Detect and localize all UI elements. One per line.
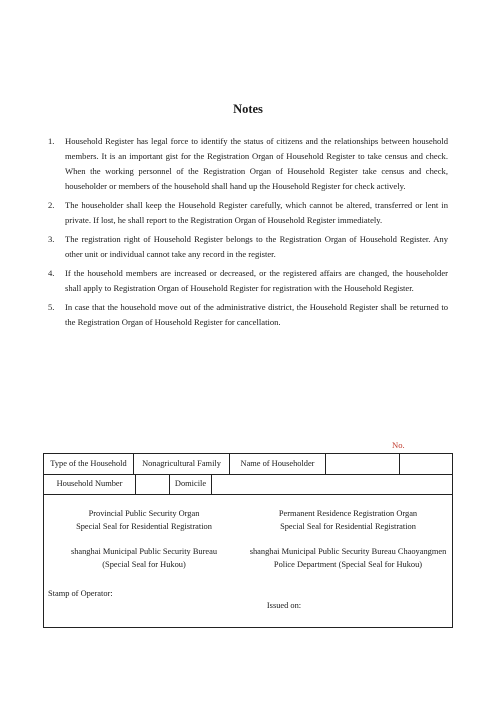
municipal-bureau-seal: [44, 546, 244, 571]
note-item: [48, 300, 448, 330]
residence-seal-line: Special Seal for Residential Registration: [280, 521, 416, 531]
household-number-label: Household Number: [44, 474, 136, 494]
household-type-label: Type of the Household: [44, 454, 134, 474]
household-type-value: Nonagricultural Family: [134, 454, 230, 474]
municipal-bureau-line: shanghai Municipal Public Security Bureau: [70, 547, 218, 556]
issued-on-label: Issued on:: [266, 601, 302, 610]
provincial-seal-line: Special Seal for Residential Registration: [76, 521, 212, 531]
page-title: Notes: [233, 102, 263, 116]
operator-stamp-label: Stamp of Operator:: [48, 589, 113, 598]
residence-organ-seal: [244, 508, 452, 533]
note-item: [48, 198, 448, 228]
form-blank-cell: [400, 454, 452, 474]
household-number-value: [136, 474, 170, 494]
note-text: Household Register has legal force to identify the status of citizens and the relationships between household members. It is an important gist for the Registration Organ of Household Register to take census and check. When the working personnel of the Registration Organ of Household Register take census and check, householder or members of the household shall hand up the Household Register for check actively.: [65, 136, 448, 191]
note-text: If the household members are increased or decreased, or the registered affairs are changed, the householder shall apply to Registration Organ of Household Register for registration with the Household Register.: [65, 268, 448, 293]
household-register-form: [43, 453, 453, 628]
police-bureau-line: shanghai Municipal Public Security Bureau Chaoyangmen: [249, 547, 447, 556]
note-number: 1.: [48, 136, 55, 146]
note-text: The householder shall keep the Household Register carefully, which cannot be altered, transferred or lent in private. If lost, he shall report to the Registration Organ of Household Register immediately.: [65, 200, 448, 225]
note-text: In case that the household move out of the administrative district, the Household Register shall be returned to the Registration Organ of Household Register for cancellation.: [65, 302, 448, 327]
note-item: [48, 134, 448, 194]
police-department-seal: [244, 546, 452, 571]
police-hukou-line: Police Department (Special Seal for Hukou): [273, 559, 423, 569]
form-row-household-type: [44, 454, 452, 475]
residence-organ-line: Permanent Residence Registration Organ: [278, 509, 418, 518]
householder-name-label: Name of Householder: [230, 454, 326, 474]
provincial-organ-seal: [44, 508, 244, 533]
notes-list: [48, 134, 448, 334]
note-number: 4.: [48, 268, 55, 278]
note-text: The registration right of Household Register belongs to the Registration Organ of Household Register. Any other unit or individual cannot take any record in the register.: [65, 234, 448, 259]
note-item: [48, 266, 448, 296]
note-number: 3.: [48, 234, 55, 244]
municipal-hukou-line: (Special Seal for Hukou): [102, 559, 186, 569]
provincial-organ-line: Provincial Public Security Organ: [88, 509, 200, 518]
note-number: 5.: [48, 302, 55, 312]
domicile-label: Domicile: [170, 474, 212, 494]
note-item: [48, 232, 448, 262]
serial-number-label: No.: [392, 440, 405, 450]
domicile-value: [212, 474, 452, 494]
householder-name-value: [326, 454, 400, 474]
note-number: 2.: [48, 200, 55, 210]
form-row-household-number: [44, 474, 452, 495]
